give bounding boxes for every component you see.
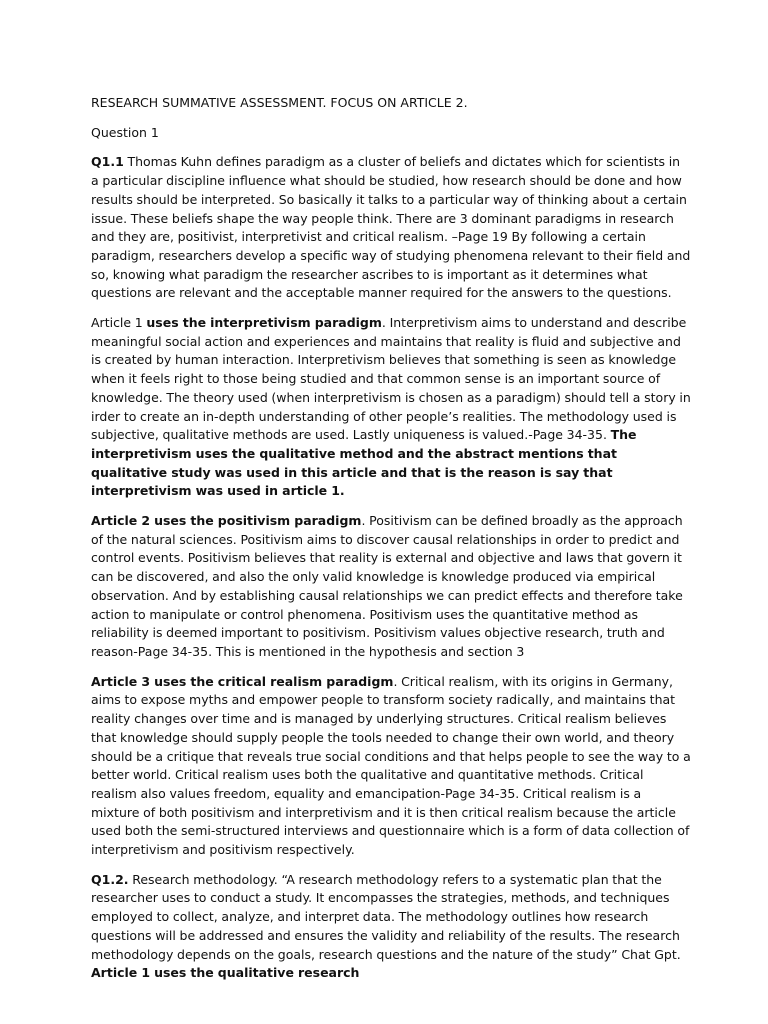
paragraph-article-2	[91, 512, 691, 662]
article-3-text: . Critical realism, with its origins in Germany, aims to expose myths and empower people to transform society radically, and maintains that reality changes over time and is managed by underlying structures. Critical realism believes that knowledge should supply people the tools needed to change their own world, and theory should be a critique that reveals true social conditions and that helps people to see the way to a better world. Critical realism uses both the qualitative and quantitative methods. Critical realism also values freedom, equality and emancipation-Page 34-35. Critical realism is a mixture of both positivism and interpretivism and it is then critical realism because the article used both the semi-structured interviews and questionnaire which is a form of data collection of interpretivism and positivism respectively.	[91, 673, 691, 858]
q1-1-text: Thomas Kuhn defines paradigm as a cluster of beliefs and dictates which for scientists in a particular discipline influence what should be studied, how research should be done and how results should be interpreted. So basically it talks to a particular way of thinking about a certain issue. These beliefs shape the way people think. There are 3 dominant paradigms in research and they are, positivist, interpretivist and critical realism. –Page 19 By following a certain paradigm, researchers develop a specific way of studying phenomena relevant to their field and so, knowing what paradigm the researcher ascribes to is important as it determines what questions are relevant and the acceptable manner required for the answers to the questions.	[91, 154, 691, 301]
article-1-conclusion: The interpretivism uses the qualitative method and the abstract mentions that qualitative study was used in this article and that is the reason is say that interpretivism was used in article 1.	[91, 427, 637, 499]
document-heading: RESEARCH SUMMATIVE ASSESSMENT. FOCUS ON ARTICLE 2.	[91, 95, 468, 110]
article-2-text: . Positivism can be defined broadly as the approach of the natural sciences. Positivism aims to discover causal relationships in order to predict and control events. Positivism believes that reality is external and objective and laws that govern it can be discovered, and also the only valid knowledge is knowledge produced via empirical observation. And by establishing causal relationships we can predict effects and therefore take action to manipulate or control phenomena. Positivism uses the quantitative method as reliability is deemed important to positivism. Positivism values objective research, truth and reason-Page 34-35. This is mentioned in the hypothesis and section 3	[91, 513, 683, 659]
article-3-heading: Article 3 uses the critical realism paradigm	[91, 673, 394, 689]
article-1-heading: uses the interpretivism paradigm	[146, 315, 382, 331]
paragraph-q1-1	[91, 153, 691, 303]
document-page	[91, 94, 691, 994]
q1-2-label: Q1.2.	[91, 871, 129, 887]
paragraph-article-1	[91, 314, 691, 501]
paragraph-article-3	[91, 673, 691, 860]
article-2-heading: Article 2 uses the positivism paradigm	[91, 513, 362, 529]
q1-1-label: Q1.1	[91, 154, 124, 170]
article-1-prefix: Article 1	[91, 315, 147, 331]
paragraph-q1-2	[91, 871, 691, 983]
q1-2-text: Research methodology. “A research methodology refers to a systematic plan that the researcher uses to conduct a study. It encompasses the strategies, methods, and techniques employed to collect, analyze, and interpret data. The methodology outlines how research questions will be addressed and ensures the validity and reliability of the results. The research methodology depends on the goals, research questions and the nature of the study” Chat Gpt.	[91, 871, 681, 962]
question-label: Question 1	[91, 124, 159, 140]
article-1-text: . Interpretivism aims to understand and describe meaningful social action and experiences and maintains that reality is fluid and subjective and is created by human interaction. Interpretivism believes that something is seen as knowledge when it feels right to those being studied and that common sense is an important source of knowledge. The theory used (when interpretivism is chosen as a paradigm) should tell a story in irder to create an in-depth understanding of other people’s realities. The methodology used is subjective, qualitative methods are used. Lastly uniqueness is valued.-Page 34-35.	[91, 315, 691, 443]
q1-2-conclusion: Article 1 uses the qualitative research	[91, 965, 360, 981]
